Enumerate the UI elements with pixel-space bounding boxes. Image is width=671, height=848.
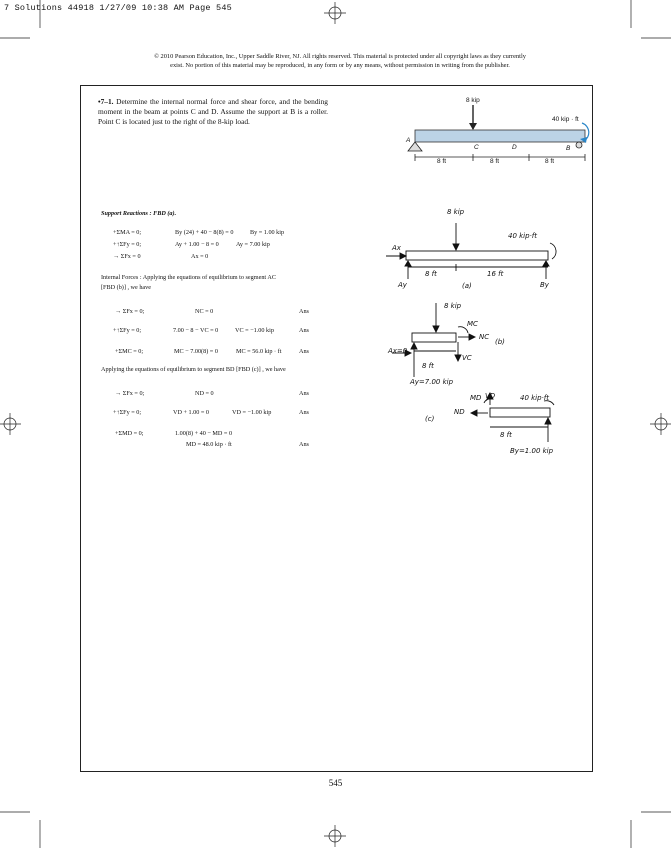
figure-dim-2: 8 ft: [490, 158, 500, 165]
sketch-c-label: (c): [425, 415, 435, 423]
eq3-mid: Ax = 0: [191, 253, 209, 260]
sketch-b-mc: MC: [467, 320, 478, 328]
d2-lhs: +↑ΣFy = 0;: [113, 409, 142, 416]
problem-number: •7–1.: [98, 97, 114, 106]
eq1-res: By = 1.00 kip: [250, 229, 285, 236]
sketch-a-load: 8 kip: [447, 208, 465, 216]
eq2-mid: Ay + 1.00 − 8 = 0: [175, 241, 219, 248]
d3-mid-2: MD = 48.0 kip · ft: [186, 441, 232, 448]
copyright-line-2: exist. No portion of this material may be reproduced, in any form or by any means, without permission in writing from the publisher.: [170, 62, 510, 69]
fbd-a-beam: [406, 251, 548, 260]
c2-mid: 7.00 − 8 − VC = 0: [173, 327, 219, 334]
figure-load-label: 8 kip: [466, 97, 480, 104]
eq2-res: Ay = 7.00 kip: [236, 241, 270, 248]
eq1-mid: By (24) + 40 − 8(8) = 0: [175, 229, 234, 236]
sketch-b-nc: NC: [479, 333, 490, 341]
sketch-a-moment: 40 kip·ft: [508, 232, 538, 240]
eq2-lhs: +↑ΣFy = 0;: [113, 241, 142, 248]
c1-mid: NC = 0: [195, 308, 214, 315]
d1-ans: Ans: [299, 390, 309, 397]
c2-ans: Ans: [299, 327, 309, 334]
sketch-c-8ft: 8 ft: [500, 431, 512, 439]
d1-mid: ND = 0: [195, 390, 214, 397]
d3-lhs: +ΣMD = 0;: [115, 430, 144, 437]
d2-res: VD = −1.00 kip: [232, 409, 272, 416]
eq3-lhs: → ΣFx = 0: [113, 253, 141, 260]
sketch-c-md: MD: [470, 394, 482, 402]
page-number: 545: [328, 778, 343, 788]
d3-mid: 1.00(8) + 40 − MD = 0: [175, 430, 233, 437]
sketch-b-ax: Ax=0: [388, 347, 408, 355]
figure-point-d: D: [512, 144, 517, 151]
sketch-c-vd: VD: [485, 392, 496, 400]
c3-lhs: +ΣMC = 0;: [115, 348, 144, 355]
copyright-notice: [70, 52, 610, 70]
c3-mid: MC − 7.00(8) = 0: [174, 348, 218, 355]
figure-moment-label: 40 kip · ft: [552, 116, 579, 123]
d2-mid: VD + 1.00 = 0: [173, 409, 210, 416]
figure-point-b: B: [566, 145, 571, 152]
figure-dim-1: 8 ft: [437, 158, 447, 165]
d3-ans: Ans: [299, 441, 309, 448]
sketch-a-label: (a): [462, 282, 472, 290]
c1-lhs: → ΣFx = 0;: [115, 308, 145, 315]
c3-res: MC = 56.0 kip · ft: [236, 348, 282, 355]
roller-support-b: [576, 142, 582, 148]
internal-forces-heading: Internal Forces : Applying the equations of equilibrium to segment AC: [101, 274, 276, 281]
sketch-c-by: By=1.00 kip: [510, 447, 554, 455]
support-reactions-heading: Support Reactions : FBD (a).: [101, 210, 177, 217]
fbd-c-segment: [490, 408, 550, 417]
c2-res: VC = −1.00 kip: [235, 327, 274, 334]
sketch-a-8ft: 8 ft: [425, 270, 437, 278]
c2-lhs: +↑ΣFy = 0;: [113, 327, 142, 334]
sketch-b-load: 8 kip: [444, 302, 462, 310]
sketch-b-8ft: 8 ft: [422, 362, 434, 370]
c1-ans: Ans: [299, 308, 309, 315]
sketch-b-vc: VC: [462, 354, 472, 362]
d2-ans: Ans: [299, 409, 309, 416]
problem-statement: [98, 97, 328, 128]
figure-point-c: C: [474, 144, 479, 151]
problem-text: Determine the internal normal force and shear force, and the bending moment in the beam at points C and D. Assume the support at B is a roller. Point C is located just to the right of the 8-kip load.: [98, 97, 328, 127]
fbd-b-segment: [412, 333, 456, 342]
sketch-a-by: By: [540, 281, 549, 289]
internal-forces-heading-2: [FBD (b)] , we have: [101, 284, 152, 291]
print-slug: 7 Solutions 44918 1/27/09 10:38 AM Page 545: [4, 3, 232, 13]
sketch-a-ay: Ay: [398, 281, 407, 289]
beam-figure: [400, 95, 600, 175]
eq1-lhs: +ΣMA = 0;: [113, 229, 142, 236]
d1-lhs: → ΣFx = 0;: [115, 390, 145, 397]
figure-dim-3: 8 ft: [545, 158, 555, 165]
c3-ans: Ans: [299, 348, 309, 355]
sketch-c-nd: ND: [454, 408, 465, 416]
sketch-a-16ft: 16 ft: [487, 270, 504, 278]
segment-bd-heading: Applying the equations of equilibrium to segment BD [FBD (c)] , we have: [101, 366, 286, 373]
sketch-b-ay: Ay=7.00 kip: [410, 378, 454, 386]
sketch-a-ax: Ax: [392, 244, 401, 252]
copyright-line-1: © 2010 Pearson Education, Inc., Upper Saddle River, NJ. All rights reserved. This material is protected under all copyright laws as they currently: [154, 53, 526, 60]
sketch-c-moment: 40 kip·ft: [520, 394, 550, 402]
sketch-b-label: (b): [495, 338, 505, 346]
figure-point-a: A: [406, 137, 411, 144]
beam-body: [415, 130, 585, 142]
